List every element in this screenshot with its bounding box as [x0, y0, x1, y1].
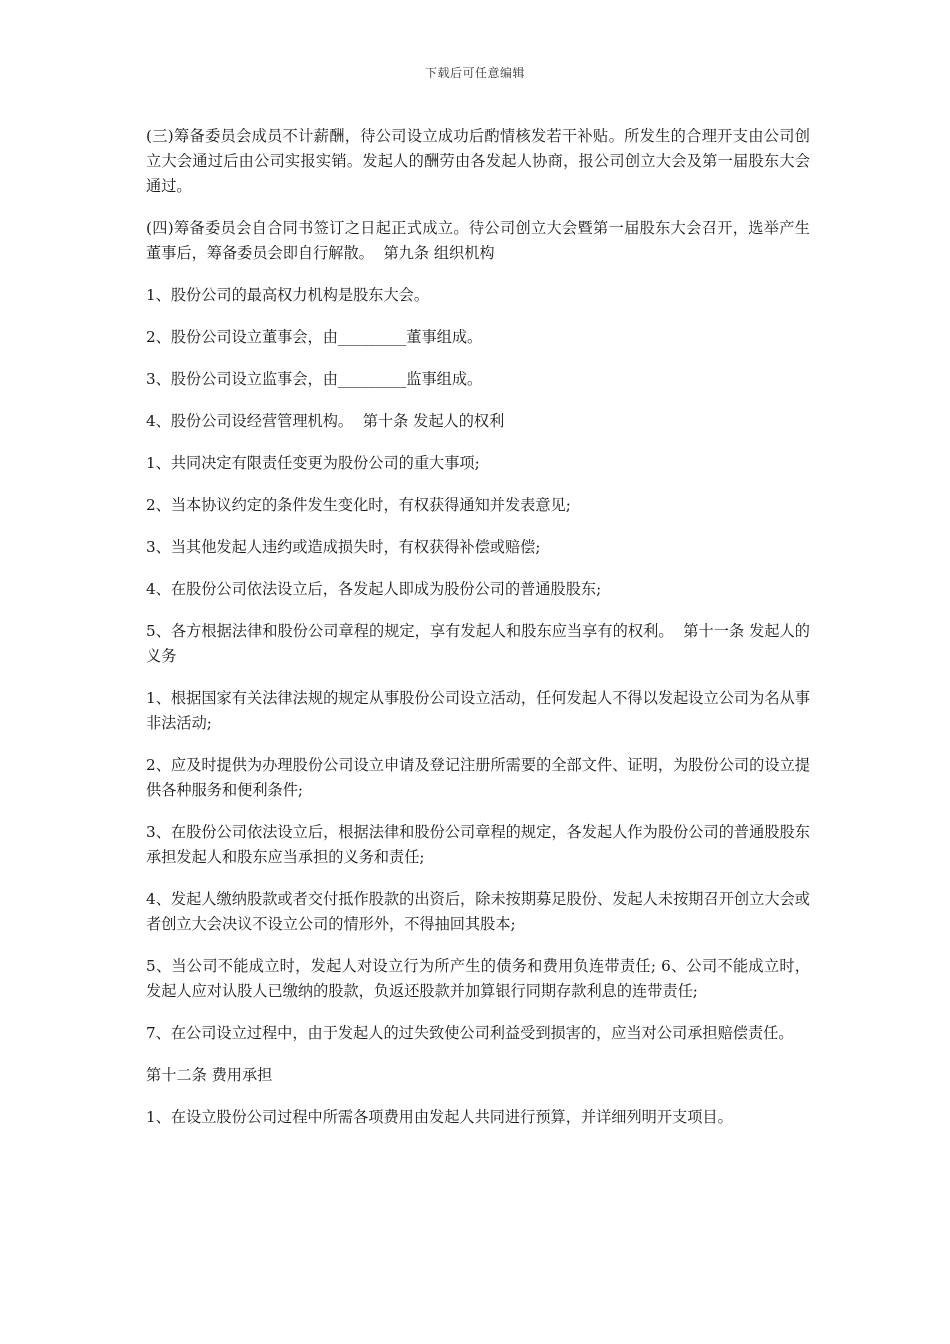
article-9-item-2: 2、股份公司设立董事会，由_________董事组成。: [146, 328, 483, 346]
article-11-item-5-6: 5、当公司不能成立时，发起人对设立行为所产生的债务和费用负连带责任; 6、公司不能成立时，发起人应对认股人已缴纳的股款，负返还股款并加算银行同期存款利息的连带责任;: [146, 957, 810, 1000]
article-11-item-4: 4、发起人缴纳股款或者交付抵作股款的出资后，除未按期募足股份、发起人未按期召开创立大会或者创立大会决议不设立公司的情形外，不得抽回其股本;: [146, 890, 810, 933]
article-12-heading: 第十二条 费用承担: [146, 1066, 273, 1084]
article-10-item-1: 1、共同决定有限责任变更为股份公司的重大事项;: [146, 454, 480, 472]
article-11-item-2: 2、应及时提供为办理股份公司设立申请及登记注册所需要的全部文件、证明，为股份公司的设立提供各种服务和便利条件;: [146, 756, 810, 799]
article-9-item-3: 3、股份公司设立监事会，由_________监事组成。: [146, 370, 483, 388]
paragraph-3-preparatory-committee-pay: (三)筹备委员会成员不计薪酬，待公司设立成功后酌情核发若干补贴。所发生的合理开支由公司创立大会通过后由公司实报实销。发起人的酬劳由各发起人协商，报公司创立大会及第一届股东大会通过。: [146, 127, 810, 195]
article-10-item-2: 2、当本协议约定的条件发生变化时，有权获得通知并发表意见;: [146, 496, 571, 514]
article-9-item-1: 1、股份公司的最高权力机构是股东大会。: [146, 286, 430, 304]
article-11-item-1: 1、根据国家有关法律法规的规定从事股份公司设立活动，任何发起人不得以发起设立公司为名从事非法活动;: [146, 689, 810, 732]
article-10-item-3: 3、当其他发起人违约或造成损失时，有权获得补偿或赔偿;: [146, 538, 541, 556]
article-10-item-4: 4、在股份公司依法设立后，各发起人即成为股份公司的普通股股东;: [146, 580, 602, 598]
article-12-item-1: 1、在设立股份公司过程中所需各项费用由发起人共同进行预算，并详细列明开支项目。: [146, 1108, 733, 1126]
document-body: [146, 124, 810, 1147]
article-11-item-3: 3、在股份公司依法设立后，根据法律和股份公司章程的规定，各发起人作为股份公司的普通股股东承担发起人和股东应当承担的义务和责任;: [146, 823, 810, 866]
article-9-item-4: 4、股份公司设经营管理机构。 第十条 发起人的权利: [146, 412, 505, 430]
page-header-note: 下载后可任意编辑: [424, 66, 525, 80]
article-11-item-7: 7、在公司设立过程中，由于发起人的过失致使公司利益受到损害的，应当对公司承担赔偿责任。: [146, 1024, 794, 1042]
paragraph-4-committee-established: (四)筹备委员会自合同书签订之日起正式成立。待公司创立大会暨第一届股东大会召开，选举产生董事后，筹备委员会即自行解散。 第九条 组织机构: [146, 219, 810, 262]
article-10-item-5: 5、各方根据法律和股份公司章程的规定，享有发起人和股东应当享有的权利。 第十一条 发起人的义务: [146, 622, 810, 665]
